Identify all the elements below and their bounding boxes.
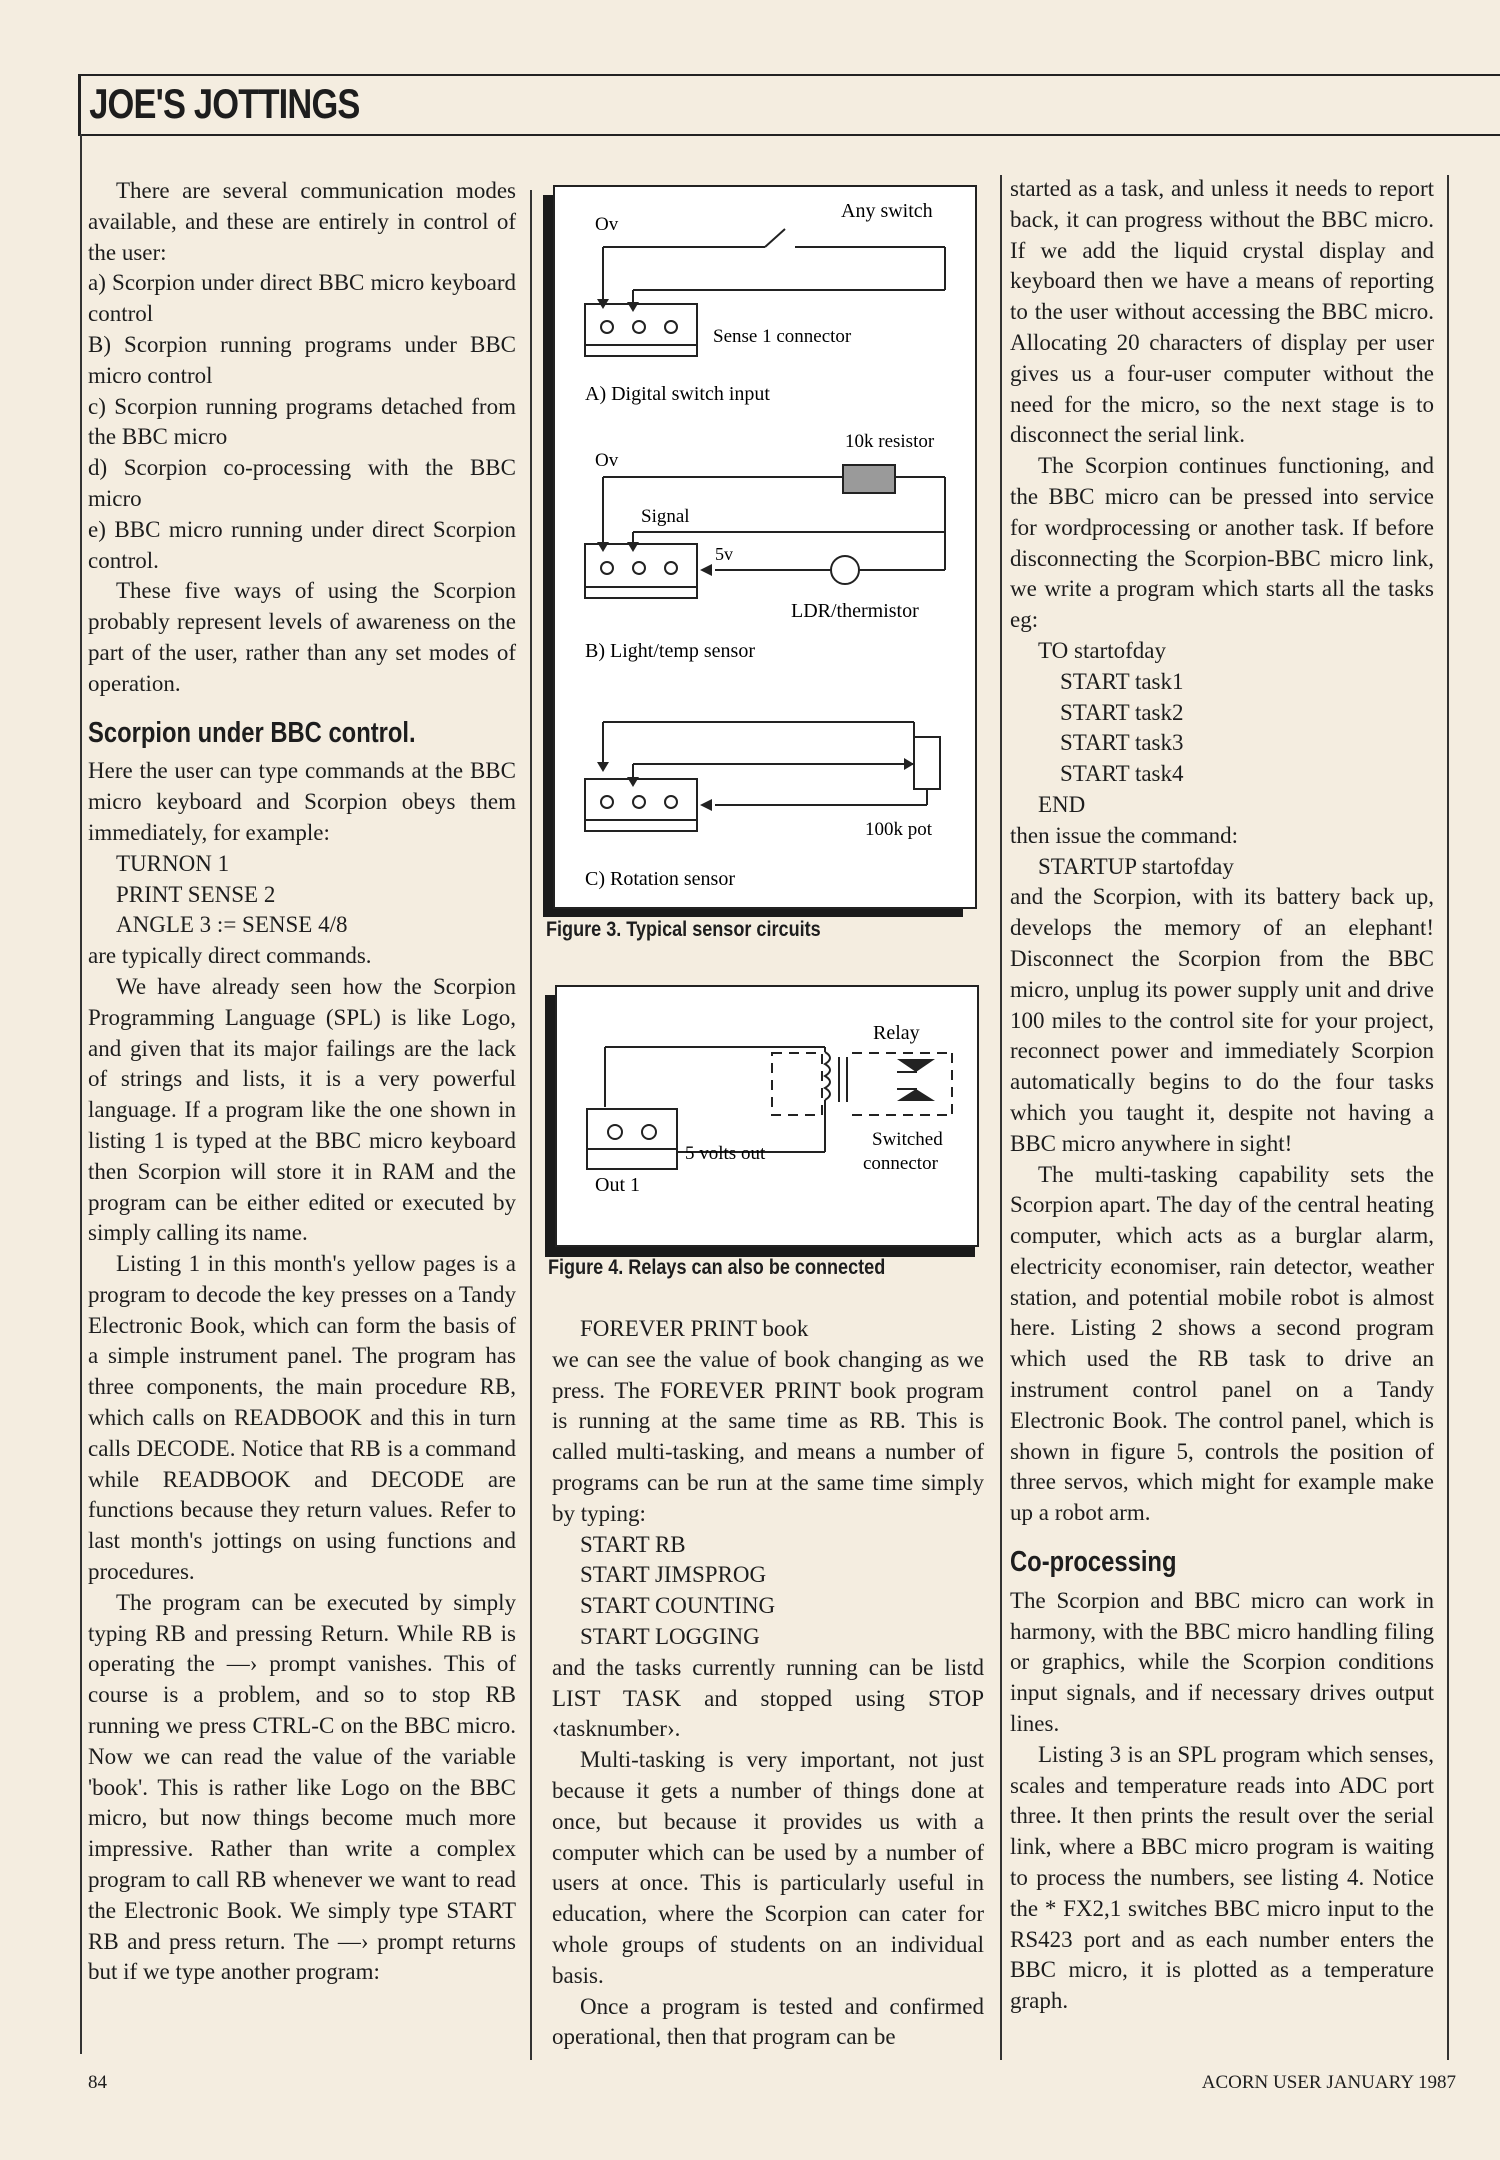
paragraph: The Scorpion and BBC micro can work in harmony, with the BBC micro handling filing or graphics, while the Scorpion conditions input signals, and if necessary drives output lines. <box>1010 1587 1434 1737</box>
paragraph: we can see the value of book changing as we press. The FOREVER PRINT book program is running at the same time as RB. This is called multi-tasking, and means a number of programs can be run at the same time simply by typing: <box>552 1346 984 1526</box>
paragraph: Once a program is tested and confirmed operational, then that program can be <box>552 1993 984 2050</box>
column-3 <box>1010 174 1434 2017</box>
figure-4-caption: Figure 4. Relays can also be connected <box>548 1256 886 1279</box>
column-rule-2 <box>1000 175 1002 2060</box>
code-line: START task1 <box>1060 668 1184 694</box>
list-item: B) Scorpion running programs under BBC micro control <box>88 331 516 388</box>
fig3a-connector-label: Sense 1 connector <box>713 326 852 347</box>
fig3a-switch-label: Any switch <box>841 200 933 222</box>
paragraph: The multi-tasking capability sets the Scorpion apart. The day of the central heating computer, which acts as a burglar alarm, electricity economiser, rain detector, weather station, and potential mobile robot is almost here. Listing 2 shows a second program which used the RB task to drive an instrument control panel on a Tandy Electronic Book. The control panel, which is shown in figure 5, controls the position of three servos, which might for example make up a robot arm. <box>1010 1161 1434 1526</box>
command-line: START LOGGING <box>580 1623 760 1649</box>
command-line: START JIMSPROG <box>580 1562 767 1588</box>
list-item: c) Scorpion running programs detached from the BBC micro <box>88 393 516 450</box>
code-line: END <box>1038 791 1086 817</box>
command-line: STARTUP startofday <box>1038 853 1234 879</box>
fig3c-caption: C) Rotation sensor <box>585 868 735 890</box>
column-1 <box>88 176 516 1988</box>
code-line: START task3 <box>1060 730 1184 756</box>
page-number: 84 <box>88 2072 107 2093</box>
command-line: PRINT SENSE 2 <box>116 881 276 907</box>
section-title: JOE'S JOTTINGS <box>89 80 360 127</box>
fig4-connector-label: connector <box>863 1153 938 1174</box>
fig3c-pot-label: 100k pot <box>865 819 933 840</box>
code-line: TO startofday <box>1038 637 1166 663</box>
paragraph: are typically direct commands. <box>88 943 372 969</box>
figure-4-diagram <box>557 987 977 1245</box>
paragraph: Listing 3 is an SPL program which senses, scales and temperature reads into ADC port three. It then prints the result over the serial link, where a BBC micro program is waiting to process the numbers, see listing 4. Notice the * FX2,1 switches BBC micro input to the RS423 port and as each number enters the BBC micro, it is plotted as a temperature graph. <box>1010 1741 1434 2014</box>
magazine-footer: ACORN USER JANUARY 1987 <box>1201 2072 1456 2093</box>
left-margin-rule <box>80 134 82 2054</box>
list-item: d) Scorpion co-processing with the BBC micro <box>88 455 516 511</box>
column-rule-1 <box>530 190 532 2060</box>
subheading: Co-processing <box>1010 1546 1177 1579</box>
figure-3 <box>553 185 977 909</box>
paragraph: and the tasks currently running can be listd LIST TASK and stopped using STOP ‹tasknumber›. <box>552 1654 984 1742</box>
fig4-volts-label: 5 volts out <box>685 1143 766 1164</box>
fig3b-signal-label: Signal <box>641 506 690 527</box>
subheading: Scorpion under BBC control. <box>88 716 416 749</box>
fig3b-ov-label: Ov <box>595 450 619 471</box>
fig4-out-label: Out 1 <box>595 1174 640 1196</box>
fig3b-5v-label: 5v <box>715 544 733 564</box>
paragraph: The Scorpion continues functioning, and the BBC micro can be pressed into service for wordprocessing or another task. If before disconnecting the Scorpion-BBC micro link, we write a program which starts all the tasks eg: <box>1010 453 1434 633</box>
fig4-relay-label: Relay <box>873 1022 920 1044</box>
code-line: START task2 <box>1060 699 1184 725</box>
fig3a-ov-label: Ov <box>595 214 619 235</box>
list-item: e) BBC micro running under direct Scorpion control. <box>88 516 516 573</box>
figure-4 <box>555 985 979 1247</box>
command-line: ANGLE 3 := SENSE 4/8 <box>116 912 348 938</box>
paragraph: These five ways of using the Scorpion probably represent levels of awareness on the part of the user, rather than any set modes of operation. <box>88 578 516 696</box>
code-line: START task4 <box>1060 761 1184 787</box>
paragraph: Here the user can type commands at the BBC micro keyboard and Scorpion obeys them immediately, for example: <box>88 758 516 845</box>
fig4-switched-label: Switched <box>872 1129 943 1150</box>
command-line: TURNON 1 <box>116 850 230 876</box>
list-item: a) Scorpion under direct BBC micro keyboard control <box>88 270 516 327</box>
fig3b-caption: B) Light/temp sensor <box>585 640 755 662</box>
fig3b-resistor-label: 10k resistor <box>845 431 935 452</box>
fig3a-caption: A) Digital switch input <box>585 383 770 405</box>
paragraph: Multi-tasking is very important, not just because it gets a number of things done at once, but because it provides us with a computer which can be used by a number of users at once. This is particularly useful in education, where the Scorpion can cater for whole groups of students on an individual basis. <box>552 1747 984 1988</box>
command-line: FOREVER PRINT book <box>580 1316 809 1341</box>
figure-3-caption: Figure 3. Typical sensor circuits <box>546 918 821 941</box>
command-line: START COUNTING <box>580 1593 776 1619</box>
paragraph: started as a task, and unless it needs to report back, it can progress without the BBC micro. If we add the liquid crystal display and keyboard then we have a means of reporting to the user without accessing the BBC micro. Allocating 20 characters of display per user gives us a four-user computer without the need for the micro, so the next stage is to disconnect the serial link. <box>1010 176 1434 448</box>
paragraph: There are several communication modes available, and these are entirely in control of the user: <box>88 178 516 265</box>
column-rule-3 <box>1447 175 1449 2060</box>
command-line: START RB <box>580 1531 686 1557</box>
paragraph: then issue the command: <box>1010 822 1239 848</box>
column-2 <box>552 1314 984 2053</box>
figure-3-diagram <box>555 187 975 907</box>
paragraph: The program can be executed by simply typing RB and pressing Return. While RB is operating the —› prompt vanishes. This of course is a problem, and so to stop RB running we press CTRL-C on the BBC micro. Now we can read the value of the variable 'book'. This is rather like Logo on the BBC micro, but now things become much more impressive. Rather than write a complex program to call RB whenever we want to read the Electronic Book. We simply type START RB and press return. The —› prompt returns but if we type another program: <box>88 1589 516 1985</box>
paragraph: We have already seen how the Scorpion Programming Language (SPL) is like Logo, and given that its major failings are the lack of strings and lists, it is a very powerful language. If a program like the one shown in listing 1 is typed at the BBC micro keyboard then Scorpion will store it in RAM and the program can be either edited or executed by simply calling its name. <box>88 973 516 1246</box>
section-header <box>78 74 421 134</box>
header-rule <box>78 134 1500 136</box>
paragraph: Listing 1 in this month's yellow pages is a program to decode the key presses on a Tandy Electronic Book, which can form the basis of a simple instrument panel. The program has three components, the main procedure RB, which calls on READBOOK and this in turn calls DECODE. Notice that RB is a command while READBOOK and DECODE are functions because they return values. Refer to last month's jottings on using functions and procedures. <box>88 1251 516 1585</box>
paragraph: and the Scorpion, with its battery back up, develops the memory of an elephant! Disconnect the Scorpion from the BBC micro, unplug its power supply unit and drive 100 miles to the control site for your project, reconnect power and immediately Scorpion automatically begins to do the four tasks which you taught it, despite not having a BBC micro anywhere in sight! <box>1010 884 1434 1156</box>
fig3b-ldr-label: LDR/thermistor <box>791 600 919 622</box>
